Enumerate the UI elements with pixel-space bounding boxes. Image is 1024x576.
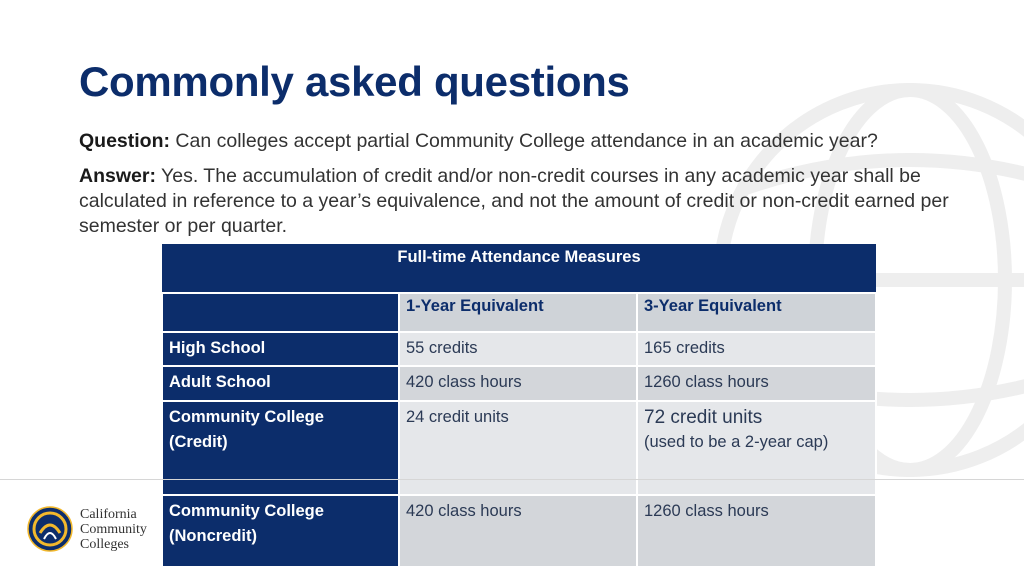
row-label-adult-school: Adult School: [162, 366, 399, 401]
column-header-3-year: 3-Year Equivalent: [637, 293, 876, 332]
california-community-colleges-seal-icon: [26, 505, 74, 553]
logo-wordmark: California Community Colleges: [80, 506, 147, 552]
cell-cc-noncredit-1-year: 420 class hours: [399, 495, 637, 567]
cell-high-school-3-year: 165 credits: [637, 332, 876, 366]
cell-cc-credit-1-year: 24 credit units: [399, 401, 637, 495]
row-label-community-college-noncredit: Community College (Noncredit): [162, 495, 399, 567]
cell-cc-credit-3-year: 72 credit units (used to be a 2-year cap): [637, 401, 876, 495]
page-title: Commonly asked questions: [79, 58, 630, 105]
row-label-high-school: High School: [162, 332, 399, 366]
cell-high-school-1-year: 55 credits: [399, 332, 637, 366]
table-row: [162, 366, 876, 401]
logo: [26, 505, 147, 553]
answer-text: Yes. The accumulation of credit and/or non-credit courses in any academic year shall be calculated in reference to a year’s equivalence, and not the amount of credit or non-credit earned per semester or per quarter.: [79, 165, 949, 237]
cell-adult-school-1-year: 420 class hours: [399, 366, 637, 401]
table-row: [162, 401, 876, 495]
column-header-1-year: 1-Year Equivalent: [399, 293, 637, 332]
answer-label: Answer:: [79, 165, 156, 187]
answer-paragraph: [79, 164, 959, 239]
question-paragraph: [79, 129, 959, 154]
cell-adult-school-3-year: 1260 class hours: [637, 366, 876, 401]
question-text: Can colleges accept partial Community College attendance in an academic year?: [175, 130, 878, 152]
table-corner-cell: [162, 293, 399, 332]
table-title: Full-time Attendance Measures: [162, 244, 876, 293]
cell-cc-noncredit-3-year: 1260 class hours: [637, 495, 876, 567]
table-row: [162, 495, 876, 567]
attendance-table: [161, 244, 877, 568]
question-label: Question:: [79, 130, 170, 152]
table-row: [162, 332, 876, 366]
row-label-community-college-credit: Community College (Credit): [162, 401, 399, 495]
footer-divider: [0, 479, 1024, 480]
